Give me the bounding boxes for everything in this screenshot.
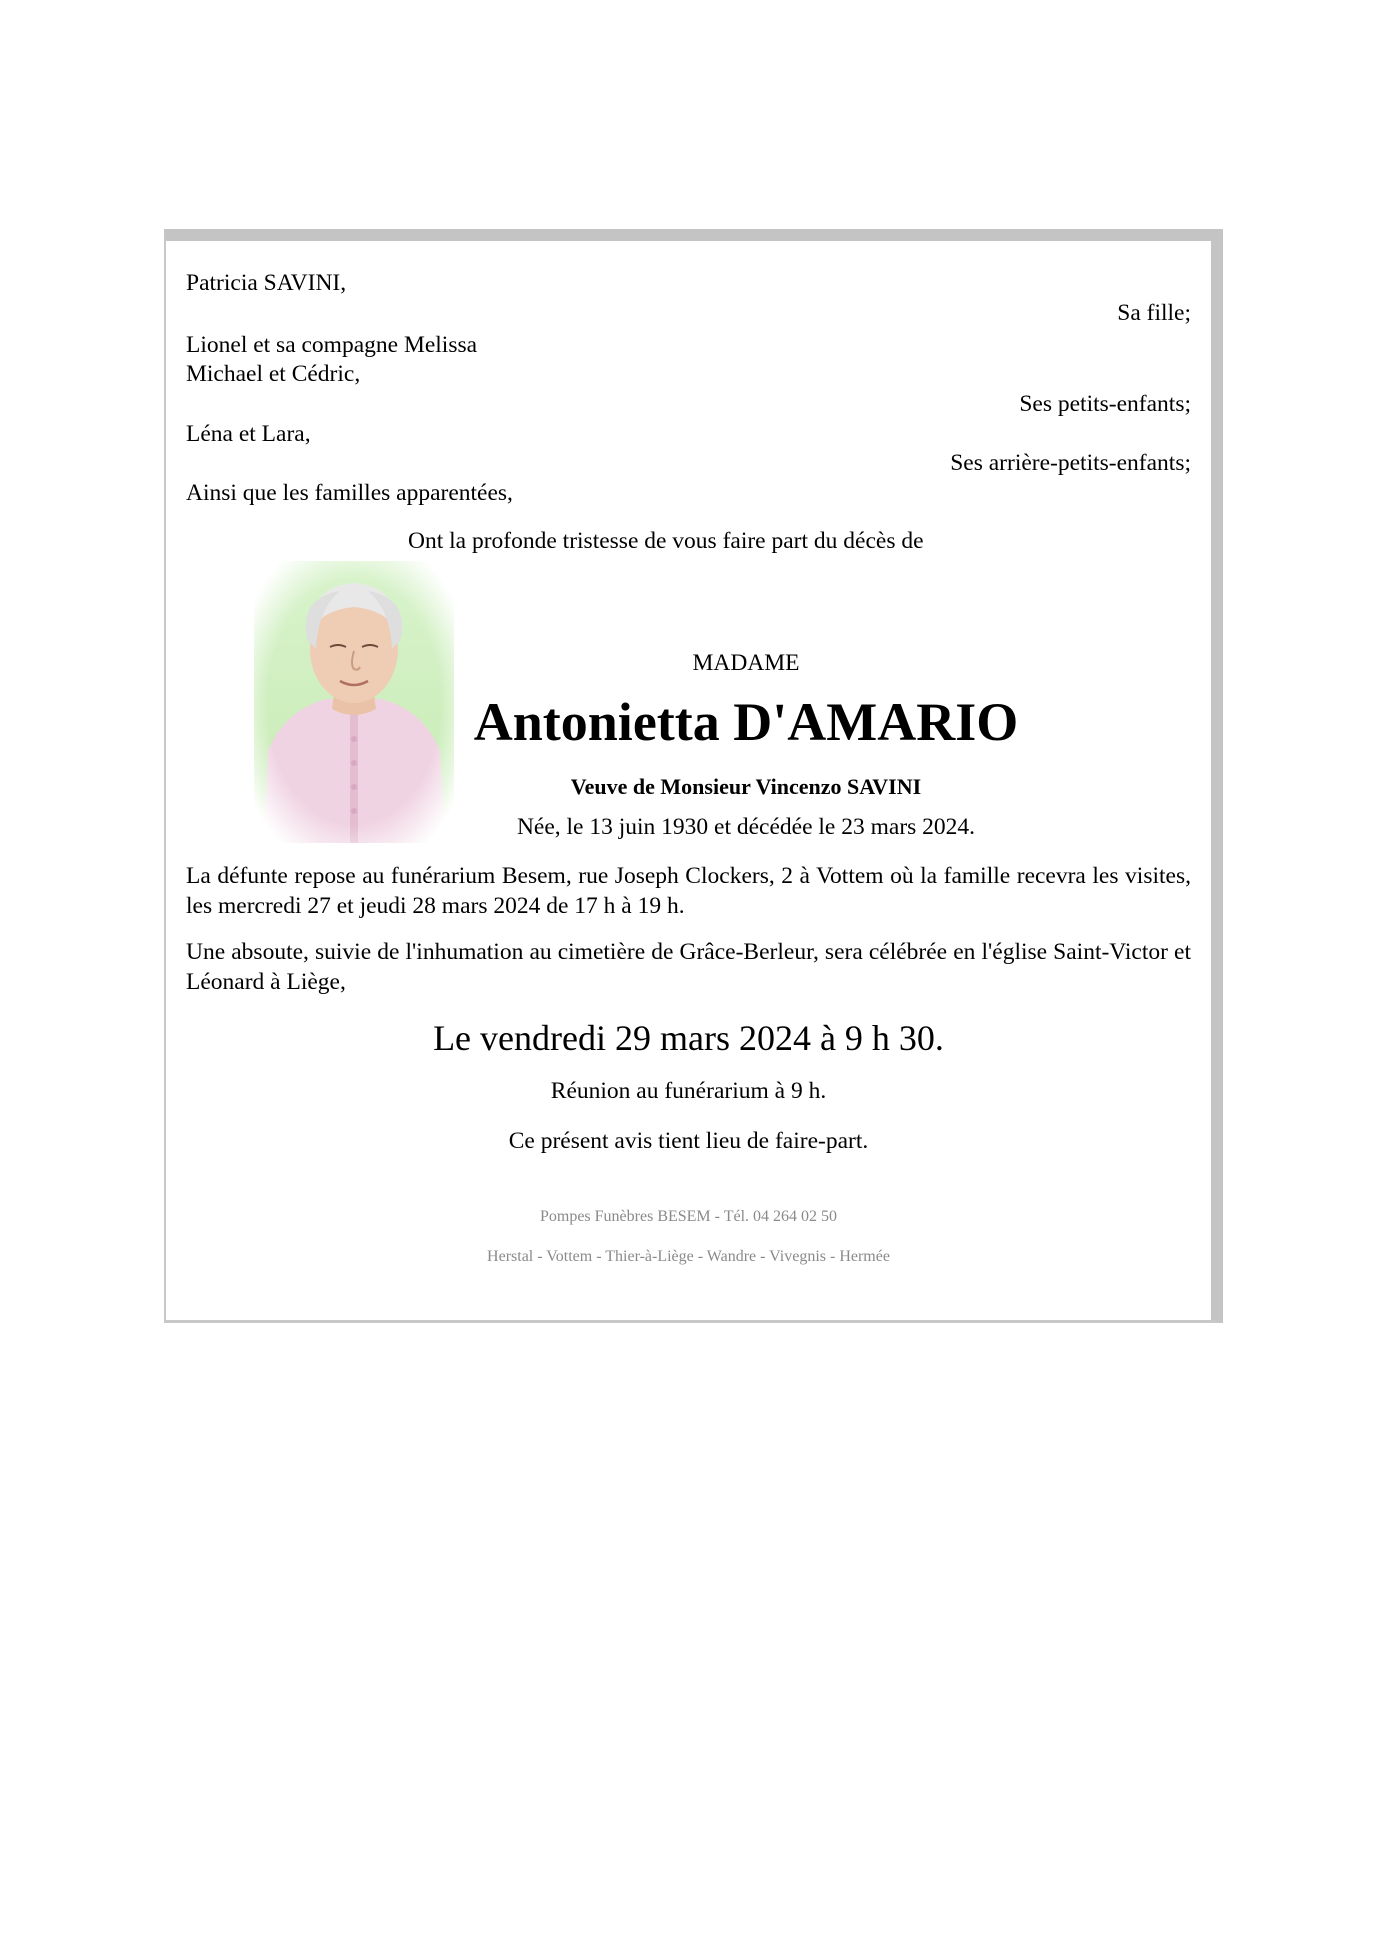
intro-line: Ont la profonde tristesse de vous faire part du décès de (408, 528, 924, 554)
great-grandchildren-name: Léna et Lara, (186, 421, 311, 447)
obituary-card (164, 229, 1223, 1323)
meeting-line: Réunion au funérarium à 9 h. (550, 1078, 827, 1104)
grandchildren-line-1: Lionel et sa compagne Melissa (186, 332, 478, 358)
portrait-photo-icon (254, 561, 454, 843)
notice-line: Ce présent avis tient lieu de faire-part. (508, 1128, 869, 1154)
title-madame: MADAME (692, 650, 800, 676)
footer-locations: Herstal - Vottem - Thier-à-Liège - Wandre - Vivegnis - Hermée (487, 1248, 890, 1265)
grandchildren-line-2: Michael et Cédric, (186, 361, 361, 387)
grandchildren-role: Ses petits-enfants; (1019, 391, 1191, 417)
daughter-role: Sa fille; (1117, 300, 1191, 326)
relatives-line: Ainsi que les familles apparentées, (186, 480, 513, 506)
widow-of-line: Veuve de Monsieur Vincenzo SAVINI (570, 774, 922, 799)
visitation-paragraph: La défunte repose au funérarium Besem, rue Joseph Clockers, 2 à Vottem où la famille recevra les visites, les mercredi 27 et jeudi 28 mars 2024 de 17 h à 19 h. (186, 863, 1191, 919)
deceased-name: Antonietta D'AMARIO (473, 692, 1019, 752)
ceremony-date: Le vendredi 29 mars 2024 à 9 h 30. (433, 1018, 944, 1058)
dates-line: Née, le 13 juin 1930 et décédée le 23 mars 2024. (516, 814, 976, 840)
footer-company: Pompes Funèbres BESEM - Tél. 04 264 02 50 (539, 1208, 838, 1225)
ceremony-paragraph: Une absoute, suivie de l'inhumation au cimetière de Grâce-Berleur, sera célébrée en l'église Saint-Victor et Léonard à Liège, (186, 939, 1191, 995)
great-grandchildren-role: Ses arrière-petits-enfants; (950, 450, 1191, 476)
daughter-name: Patricia SAVINI, (186, 270, 347, 296)
